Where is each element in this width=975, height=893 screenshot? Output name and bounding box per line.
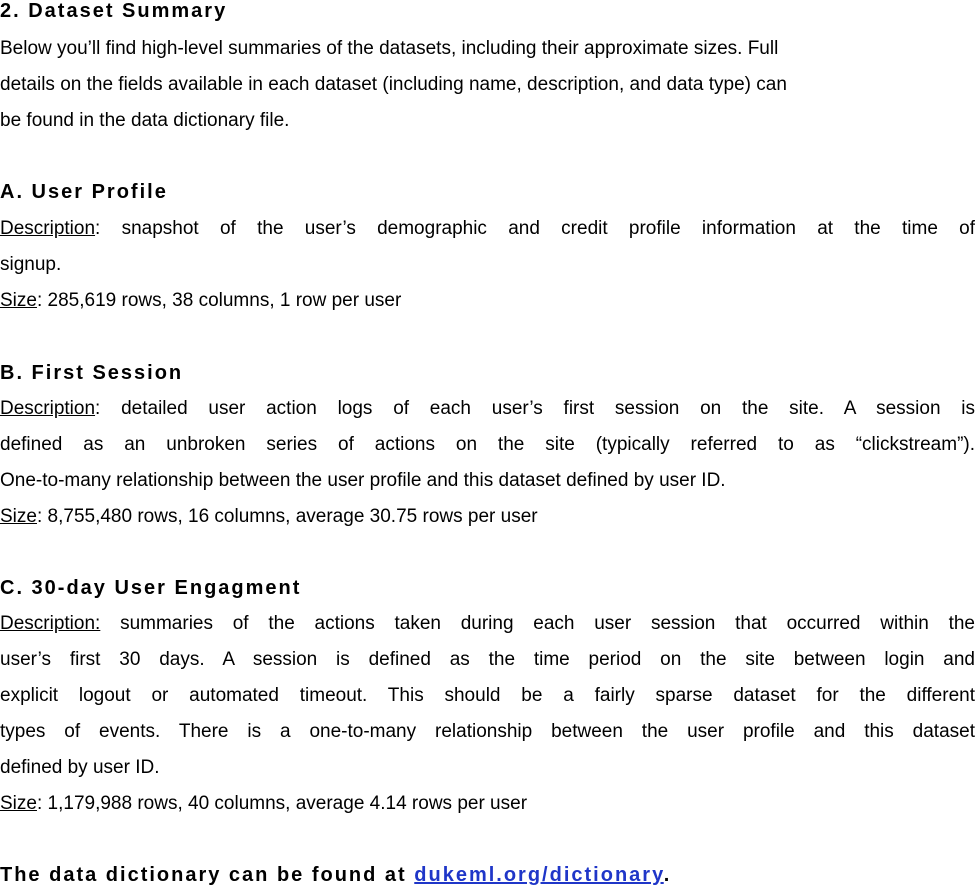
section-title: 2. Dataset Summary [0, 0, 228, 22]
dataset-c-description-cont-4: defined by user ID. [0, 757, 160, 778]
dataset-b-description-text: : detailed user action logs of each user’s first session on the site. A session is [95, 398, 975, 419]
intro-line-2: details on the fields available in each dataset (including name, description, and data type) can [0, 74, 787, 95]
dataset-b-size [0, 499, 975, 535]
dictionary-link[interactable]: dukeml.org/dictionary [414, 864, 664, 886]
size-label: Size [0, 506, 37, 527]
dataset-c-heading: C. 30-day User Engagment [0, 577, 302, 599]
size-label: Size [0, 793, 37, 814]
dataset-a-description-cont: signup. [0, 254, 62, 275]
dataset-c-description-cont-3: types of events. There is a one-to-many relationship between the user profile and this dataset [0, 721, 975, 742]
dataset-c-size [0, 786, 975, 822]
dataset-c-description-text: summaries of the actions taken during each user session that occurred within the [100, 613, 975, 634]
description-label: Description: [0, 613, 101, 634]
dataset-c-description-cont-2: explicit logout or automated timeout. This should be a fairly sparse dataset for the different [0, 685, 975, 706]
dataset-a-size-text: : 285,619 rows, 38 columns, 1 row per user [36, 290, 402, 311]
dictionary-note-suffix: . [663, 864, 672, 886]
dataset-a-description [0, 211, 975, 247]
dataset-b-size-text: : 8,755,480 rows, 16 columns, average 30.75 rows per user [36, 506, 538, 527]
intro-line-1: Below you’ll find high-level summaries of the datasets, including their approximate sizes. Full [0, 38, 779, 59]
dataset-b-description-cont-1: defined as an unbroken series of actions on the site (typically referred to as “clickstream”). [0, 434, 975, 455]
dictionary-note-prefix: The data dictionary can be found at [0, 864, 415, 886]
description-label: Description [0, 218, 96, 239]
dataset-c-description-cont-1: user’s first 30 days. A session is defined as the time period on the site between login and [0, 649, 975, 670]
dataset-a-description-text: : snapshot of the user’s demographic and credit profile information at the time of [95, 218, 975, 239]
intro-line-3: be found in the data dictionary file. [0, 110, 290, 131]
dataset-b-heading: B. First Session [0, 362, 184, 384]
size-label: Size [0, 290, 37, 311]
dataset-b-description-cont-2: One-to-many relationship between the user profile and this dataset defined by user ID. [0, 470, 726, 491]
dataset-a-size [0, 283, 975, 319]
dataset-b-description [0, 391, 975, 427]
dataset-a-heading: A. User Profile [0, 181, 168, 203]
dataset-c-description [0, 606, 975, 642]
dataset-c-size-text: : 1,179,988 rows, 40 columns, average 4.14 rows per user [36, 793, 528, 814]
description-label: Description [0, 398, 96, 419]
